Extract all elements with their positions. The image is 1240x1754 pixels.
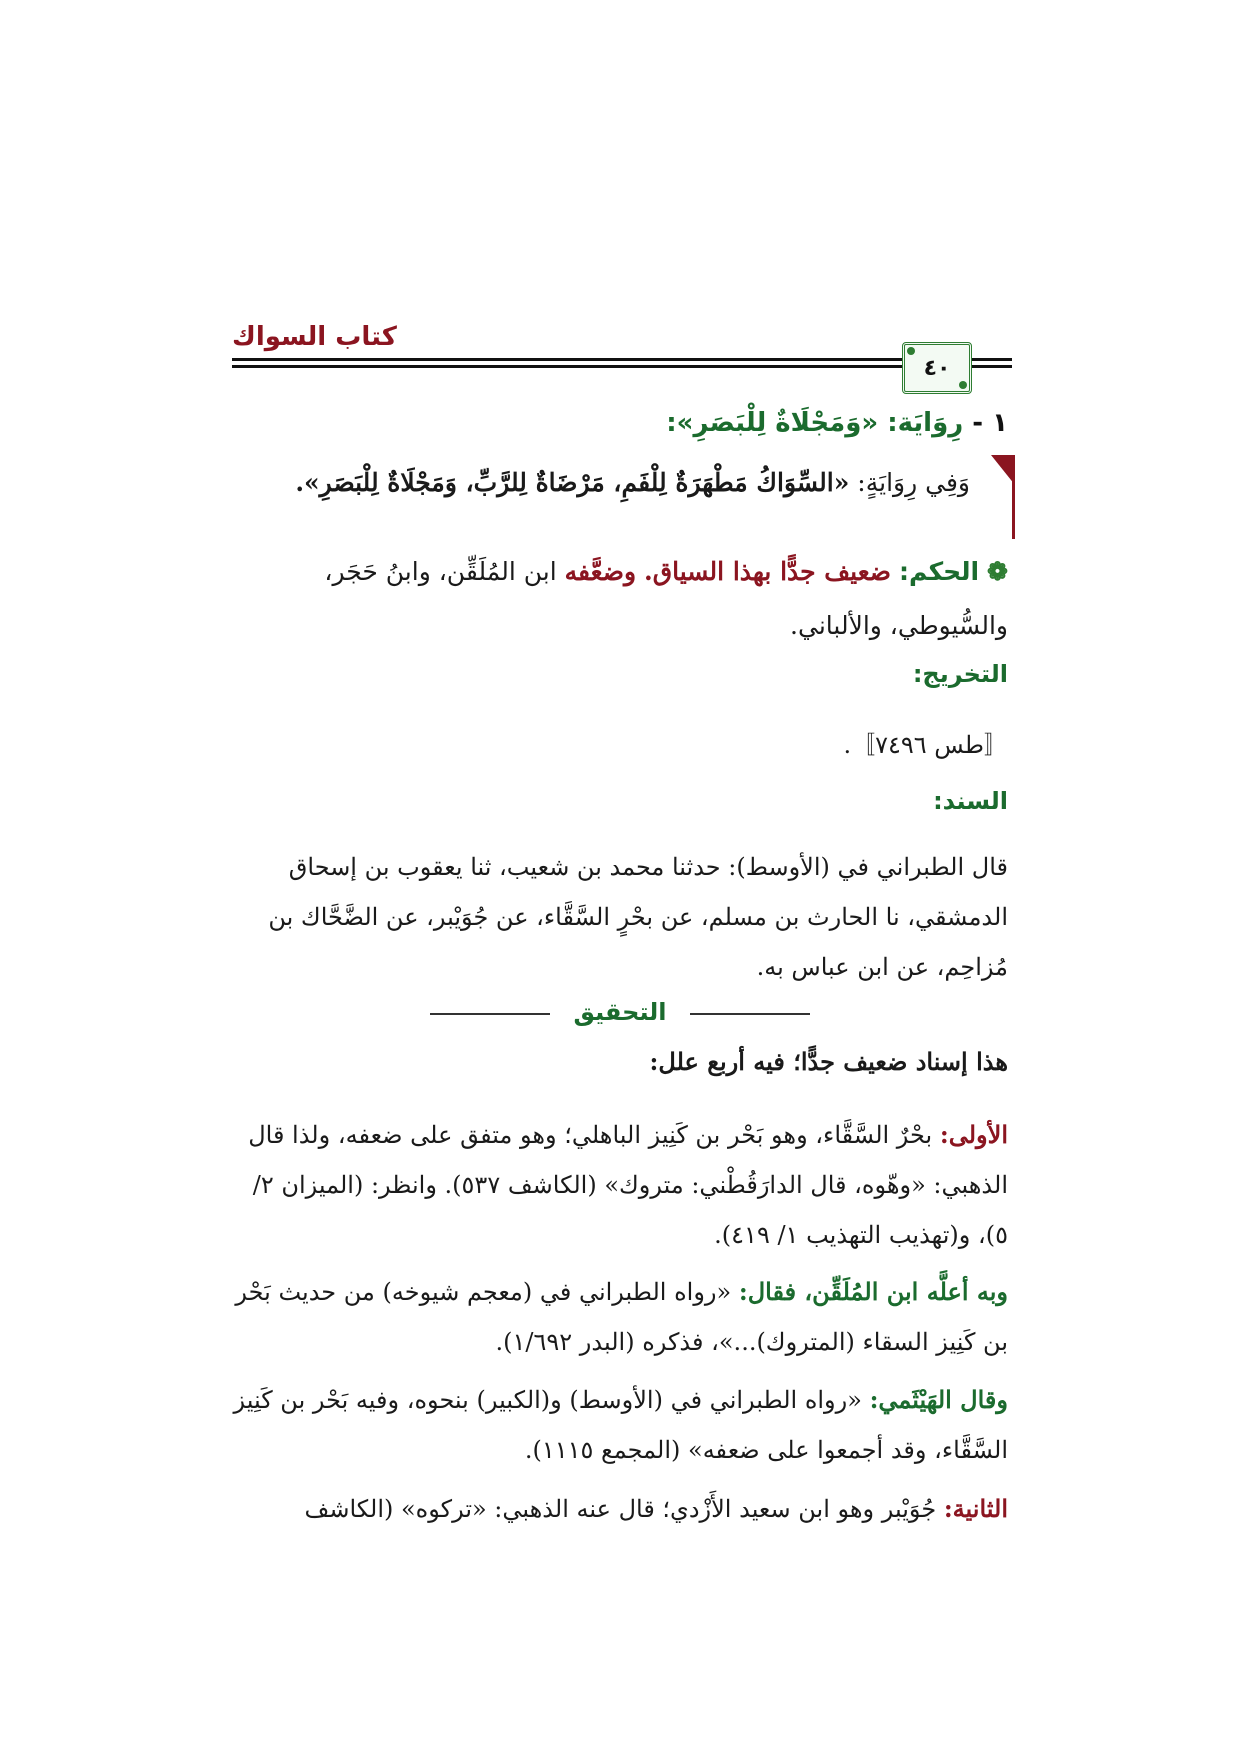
hukm-verdict: ضعيف جدًّا بهذا السياق. [643, 557, 892, 586]
hukm-weakened-label: وضعَّفه [564, 557, 637, 586]
haythami-label: وقال الهَيْثَمي: [869, 1385, 1008, 1414]
ibn-mulaqqin-label: وبه أعلَّه ابن المُلَقِّن، فقال: [738, 1277, 1008, 1306]
hadith-matn: «السِّوَاكُ مَطْهَرَةٌ لِلْفَمِ، مَرْضَاةٌ لِلرَّبِّ، وَمَجْلَاةٌ لِلْبَصَرِ». [295, 468, 850, 497]
section-number: ١ - [972, 408, 1008, 438]
header-rules [232, 358, 1012, 374]
section-title: رِوَايَة: «وَمَجْلَاةٌ لِلْبَصَرِ»: [666, 408, 964, 438]
illa-first-paragraph [228, 1110, 1008, 1260]
hadith-text [295, 468, 970, 497]
haythami-paragraph [228, 1375, 1008, 1475]
header-rule-top [232, 358, 1012, 361]
ibn-mulaqqin-paragraph [228, 1267, 1008, 1367]
ibn-mulaqqin-text: «رواه الطبراني في (معجم شيوخه) من حديث بَحْر بن كَنِيز السقاء (المتروك)...»، فذكره (البدر ١/٦٩٢). [235, 1278, 1008, 1356]
illa-second-text: جُوَيْبر وهو ابن سعيد الأَزْدي؛ قال عنه الذهبي: «تركوه» (الكاشف [304, 1495, 937, 1523]
hadith-prefix: وَفِي رِوَايَةٍ: [849, 468, 970, 497]
tahqiq-divider [430, 998, 810, 1026]
sanad-text: قال الطبراني في (الأوسط): حدثنا محمد بن شعيب، ثنا يعقوب بن إسحاق الدمشقي، نا الحارث بن مسلم، عن بحْرٍ السَّقَّاء، عن جُوَيْبر، عن الضَّحَّاك بن مُزاحِم، عن ابن عباس به. [268, 853, 1008, 981]
page-number: ٤٠ [923, 355, 951, 381]
sanad-heading: السند: [933, 787, 1008, 815]
takhrij-value: 〚طس ٧٤٩٦〛. [843, 731, 1008, 759]
takhrij-heading: التخريج: [912, 660, 1008, 688]
hadith-corner-ornament [992, 455, 1015, 539]
hukm-rest: ابن المُلَقِّن، وابنُ حَجَر، والسُّيوطي، والألباني. [324, 557, 1008, 640]
illa-first-label: الأولى: [939, 1120, 1008, 1149]
section-heading [666, 408, 1008, 438]
tahqiq-heading: التحقيق [573, 998, 667, 1026]
hukm-paragraph [228, 545, 1008, 653]
haythami-text: «رواه الطبراني في (الأوسط) و(الكبير) بنحوه، وفيه بَحْر بن كَنِيز السَّقَّاء، وقد أجمعوا على ضعفه» (المجمع ١١١٥). [233, 1386, 1008, 1464]
header-rule-bottom [232, 365, 1012, 368]
tahqiq-intro: هذا إسناد ضعيف جدًّا؛ فيه أربع علل: [649, 1047, 1008, 1076]
illa-second-label: الثانية: [943, 1494, 1008, 1523]
illa-second-paragraph [228, 1484, 1008, 1534]
hukm-label: الحكم: [898, 557, 980, 586]
rosette-icon: ❁ [987, 557, 1008, 586]
book-title: كتاب السواك [232, 322, 397, 352]
illa-first-text: بحْرٌ السَّقَّاء، وهو بَحْر بن كَنِيز الباهلي؛ وهو متفق على ضعفه، ولذا قال الذهبي: «وهّوه، قال الدارَقُطْني: متروك» (الكاشف ٥٣٧). وانظر: (الميزان ٢/ ٥)، و(تهذيب التهذيب ١/ ٤١٩). [248, 1121, 1008, 1249]
page-number-badge [902, 342, 972, 394]
